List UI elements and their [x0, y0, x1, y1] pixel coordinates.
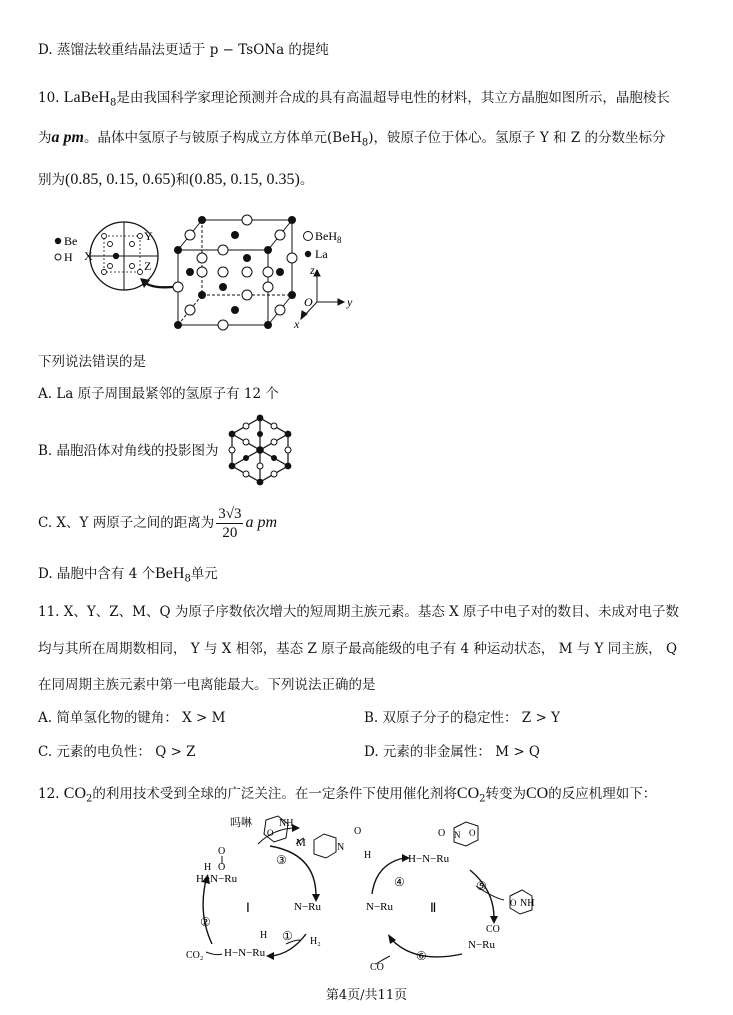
n-ru-cycle1: N−Ru — [294, 901, 321, 913]
q11-option-d: D. 元素的非金属性： M > Q — [364, 744, 541, 760]
co2-mechanism-diagram — [176, 814, 536, 974]
distance-fraction: $\frac{3√3}{20}$ — [218, 505, 242, 541]
q9-option-d: D. 蒸馏法较重结晶法更适于 p − TsONa 的提纯 — [38, 42, 329, 58]
q11-line-2: 均与其所在周期数相同， Y 与 X 相邻，基态 Z 原子最高能级的电子有 4 种运动状态， M 与 Y 同主族， Q — [38, 641, 678, 657]
legend-la-label: La — [315, 247, 328, 261]
svg-text:H: H — [260, 930, 268, 941]
svg-text:O: O — [354, 826, 362, 837]
zoom-x-label: X — [84, 249, 93, 263]
svg-text:M: M — [296, 837, 306, 849]
q10-option-c: C. X、Y 两原子之间的距离为 $\frac{3√3}{20}$ a pm — [38, 505, 278, 541]
svg-text:②: ② — [200, 915, 211, 929]
h-n-ru-top-right: H−N−Ru — [408, 853, 450, 865]
legend-h-dot — [55, 254, 61, 260]
svg-text:③: ③ — [276, 853, 287, 867]
q10-option-d: D. 晶胞中含有 4 个BeH$_8$单元 — [38, 565, 218, 585]
projection-figure — [224, 414, 296, 486]
axis-x-label: x — [294, 317, 300, 331]
svg-text:O: O — [218, 862, 226, 873]
svg-text:NH: NH — [520, 898, 535, 909]
axis-o-label: O — [304, 295, 313, 309]
svg-text:O: O — [469, 828, 476, 838]
n-ru-cycle2: N−Ru — [366, 901, 393, 913]
zoom-y-label: Y — [144, 229, 153, 243]
axis-y-label: y — [347, 295, 353, 309]
q11-line-1: 11. X、Y、Z、M、Q 为原子序数依次增大的短周期主族元素。基态 X 原子中电子对的数目、未成对电子数 — [38, 604, 680, 620]
q10-line-3: 别为(0.85, 0.15, 0.65)和(0.85, 0.15, 0.35)。 — [38, 171, 314, 188]
svg-text:CO: CO — [370, 962, 384, 973]
svg-text:H: H — [364, 850, 372, 861]
page-footer: 第4页/共11页 — [325, 988, 408, 1003]
svg-text:N: N — [337, 842, 345, 853]
h-n-ru-left-top: H−N−Ru — [196, 873, 238, 885]
cycle-i-label: Ⅰ — [246, 900, 250, 915]
q10-option-a: A. La 原子周围最紧邻的氢原子有 12 个 — [38, 386, 279, 402]
legend-be-dot — [55, 238, 61, 244]
h-n-ru-bottom: H−N−Ru — [224, 947, 266, 959]
svg-text:H₂: H₂ — [310, 936, 321, 947]
svg-text:O: O — [267, 828, 274, 838]
n-ru-co: N−Ru — [468, 939, 495, 951]
svg-text:CO: CO — [486, 924, 500, 935]
svg-text:CO₂: CO₂ — [186, 950, 204, 961]
svg-text:⑤: ⑤ — [476, 879, 487, 893]
q11-line-3: 在同周期主族元素中第一电离能最大。下列说法正确的是 — [38, 677, 376, 693]
svg-text:⑥: ⑥ — [416, 949, 427, 963]
legend-h-label: H — [64, 250, 73, 264]
crystal-cell-figure — [44, 210, 374, 340]
cycle-ii-label: Ⅱ — [430, 900, 437, 915]
morpholine-label: 吗啉 — [230, 817, 252, 829]
q10-option-b: B. 晶胞沿体对角线的投影图为 — [38, 443, 219, 459]
svg-text:N: N — [454, 830, 461, 840]
legend-be-label: Be — [64, 234, 78, 248]
svg-text:①: ① — [282, 929, 293, 943]
svg-text:O: O — [218, 846, 226, 857]
svg-text:O: O — [438, 828, 446, 839]
q10-stem: 下列说法错误的是 — [38, 354, 146, 370]
q11-option-a: A. 简单氢化物的键角： X > M — [38, 710, 226, 726]
q11-option-b: B. 双原子分子的稳定性： Z > Y — [364, 710, 560, 726]
q11-option-c: C. 元素的电负性： Q > Z — [38, 744, 196, 760]
q10-line-2: 为a pm。晶体中氢原子与铍原子构成立方体单元(BeH$_8$)，铍原子位于体心。氢原子 Y 和 Z 的分数坐标分 — [38, 129, 666, 149]
legend-beh8-dot — [304, 232, 313, 241]
zoom-z-label: Z — [144, 259, 152, 273]
svg-text:NH: NH — [279, 818, 294, 829]
q10-line-1: 10. LaBeH$_8$是由我国科学家理论预测并合成的具有高温超导电性的材料，其立方晶胞如图所示，晶胞棱长 — [38, 89, 670, 109]
svg-text:④: ④ — [394, 875, 405, 889]
svg-text:O: O — [510, 898, 517, 908]
axis-z-label: z — [310, 263, 315, 277]
q12-stem: 12. $CO_2$的利用技术受到全球的广泛关注。在一定条件下使用催化剂将$CO_2$转变为CO的反应机理如下： — [38, 785, 657, 805]
legend-beh8-label: BeH$_8$ — [315, 229, 342, 245]
legend-la-dot — [305, 251, 311, 257]
svg-text:H: H — [204, 862, 212, 873]
